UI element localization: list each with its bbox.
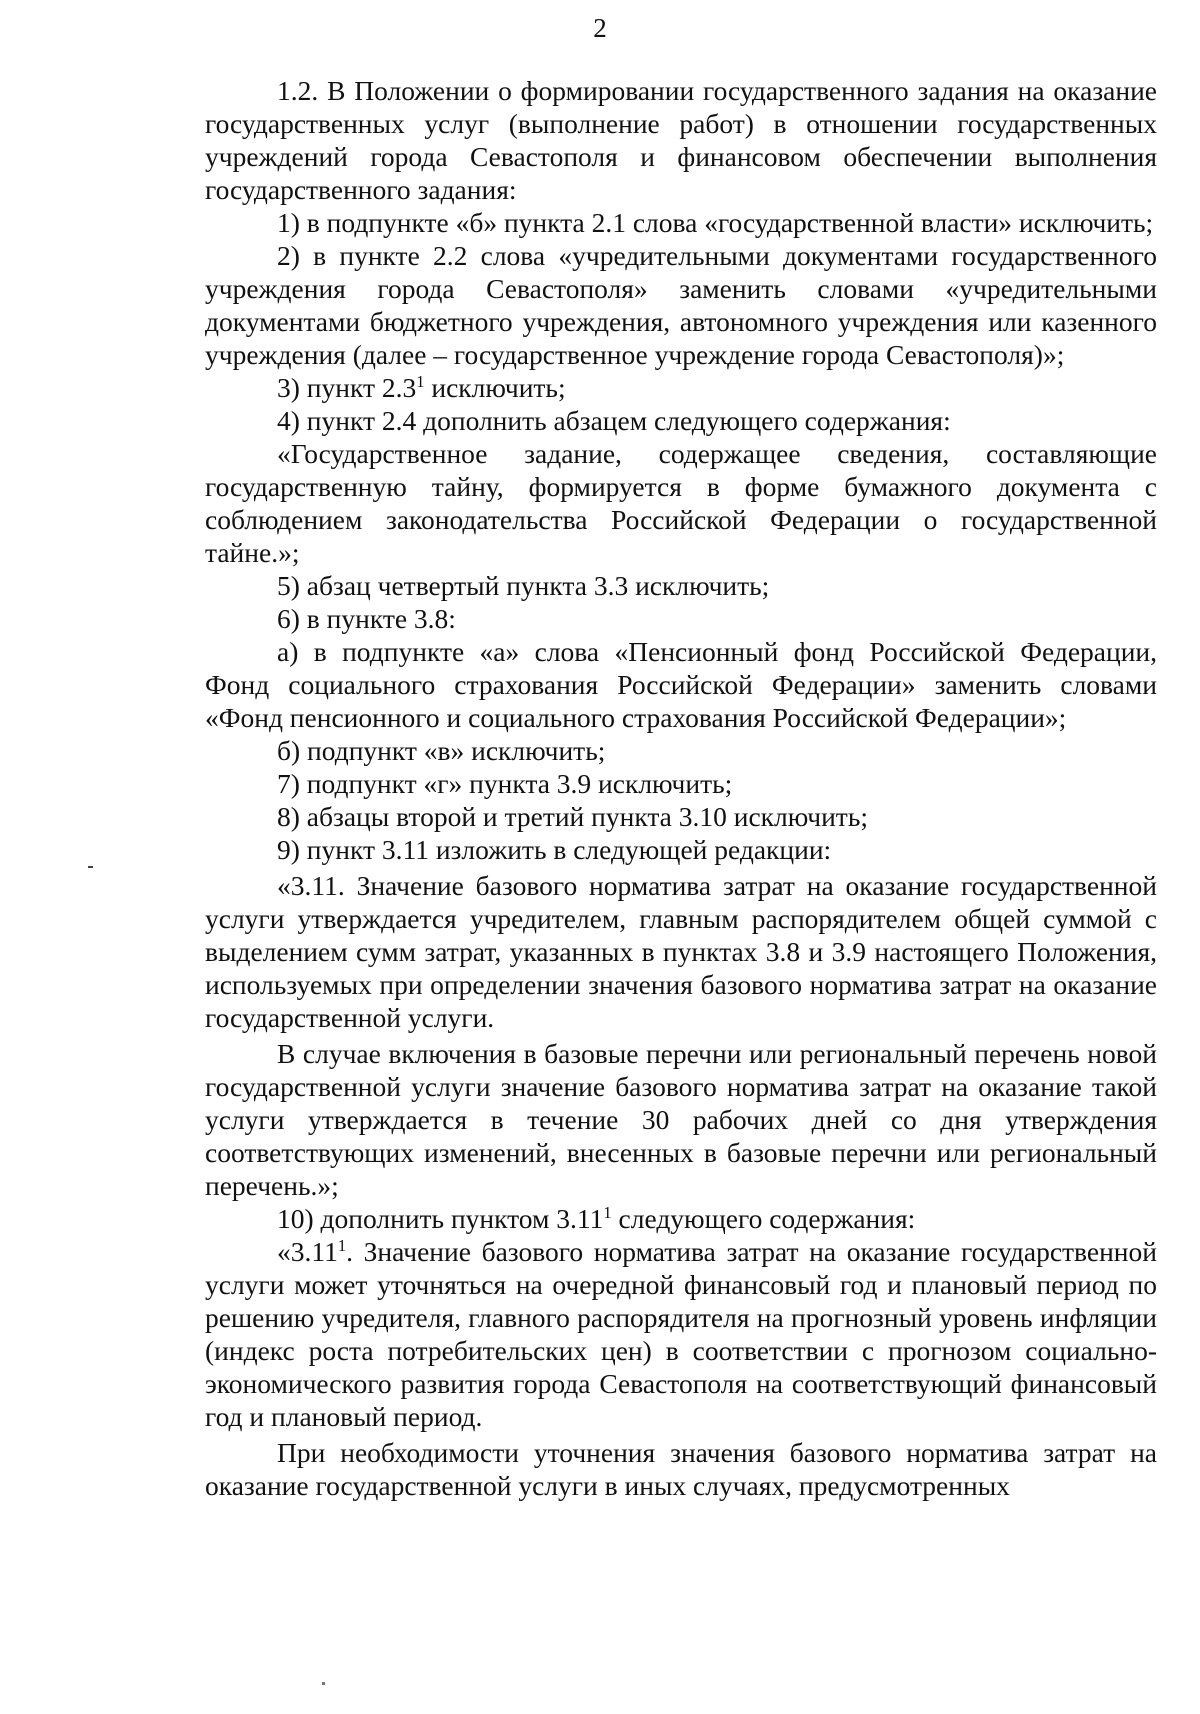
superscript: 1 [337,1235,347,1255]
paragraph-item-5: 5) абзац четвертый пункта 3.3 исключить; [277,570,770,601]
scan-artifact [322,1682,325,1685]
paragraph-item-3 [205,371,1157,404]
paragraph-item-8: 8) абзацы второй и третий пункта 3.10 исключить; [277,801,869,832]
item-3-text: 3) пункт 2.3 [277,372,417,403]
paragraph-item-2: 2) в пункте 2.2 слова «учредительными документами государственного учреждения города Севастополя» заменить словами «учредительными документами бюджетного учреждения, автономного учреждения или казенного учреждения (далее – государственное учреждение города Севастополя)»; [205,240,1157,370]
item-3-tail: исключить; [424,372,566,403]
item-10-tail: следующего содержания: [611,1203,916,1234]
quote-3-11-1-text: . Значение базового норматива затрат на оказание государственной услуги может уточняться на очередной финансовый год и плановый период по решению учредителя, главного распорядителя на прогнозный уровень инфляции (индекс роста потребительских цен) в соответствии с прогнозом социально-экономического развития города Севастополя на соответствующий финансовый год и плановый период. [205,1236,1157,1432]
paragraph-item-4: 4) пункт 2.4 дополнить абзацем следующего содержания: [277,405,951,436]
paragraph-item-6b: б) подпункт «в» исключить; [277,735,606,766]
paragraph-quote-3-11-1 [205,1235,1157,1433]
paragraph-item-1: 1) в подпункте «б» пункта 2.1 слова «государственной власти» исключить; [277,207,1154,238]
paragraph-1-2-intro: 1.2. В Положении о формировании государственного задания на оказание государственных услуг (выполнение работ) в отношении государственных учреждений города Севастополя и финансовом обеспечении выполнения государственного задания: [205,75,1157,205]
superscript: 1 [603,1202,612,1222]
item-10-text: 10) дополнить пунктом 3.11 [277,1203,604,1234]
document-body [205,74,1157,1502]
paragraph-quote-3-11-1-second: При необходимости уточнения значения базового норматива затрат на оказание государственной услуги в иных случаях, предусмотренных [205,1437,1157,1501]
page-number: 2 [593,13,607,43]
scan-artifact [88,866,93,868]
superscript: 1 [416,371,425,391]
paragraph-quote-3-11-second: В случае включения в базовые перечни или региональный перечень новой государственной услуги значение базового норматива затрат на оказание такой услуги утверждается в течение 30 рабочих дней со дня утверждения соответствующих изменений, внесенных в базовые перечни или региональный перечень.»; [205,1038,1157,1201]
paragraph-item-6a: а) в подпункте «а» слова «Пенсионный фонд Российской Федерации, Фонд социального страхования Российской Федерации» заменить словами «Фонд пенсионного и социального страхования Российской Федерации»; [205,636,1157,733]
paragraph-item-10 [205,1202,1157,1235]
quote-3-11-1-start: «3.11 [277,1236,338,1267]
paragraph-item-6: 6) в пункте 3.8: [277,603,456,634]
paragraph-item-9: 9) пункт 3.11 изложить в следующей редакции: [277,834,832,865]
paragraph-quote-3-11: «3.11. Значение базового норматива затрат на оказание государственной услуги утверждается учредителем, главным распорядителем общей суммой с выделением сумм затрат, указанных в пунктах 3.8 и 3.9 настоящего Положения, используемых при определении значения базового норматива затрат на оказание государственной услуги. [205,870,1157,1033]
paragraph-quote-secret: «Государственное задание, содержащее сведения, составляющие государственную тайну, формируется в форме бумажного документа с соблюдением законодательства Российской Федерации о государственной тайне.»; [205,438,1157,568]
paragraph-item-7: 7) подпункт «г» пункта 3.9 исключить; [277,768,733,799]
